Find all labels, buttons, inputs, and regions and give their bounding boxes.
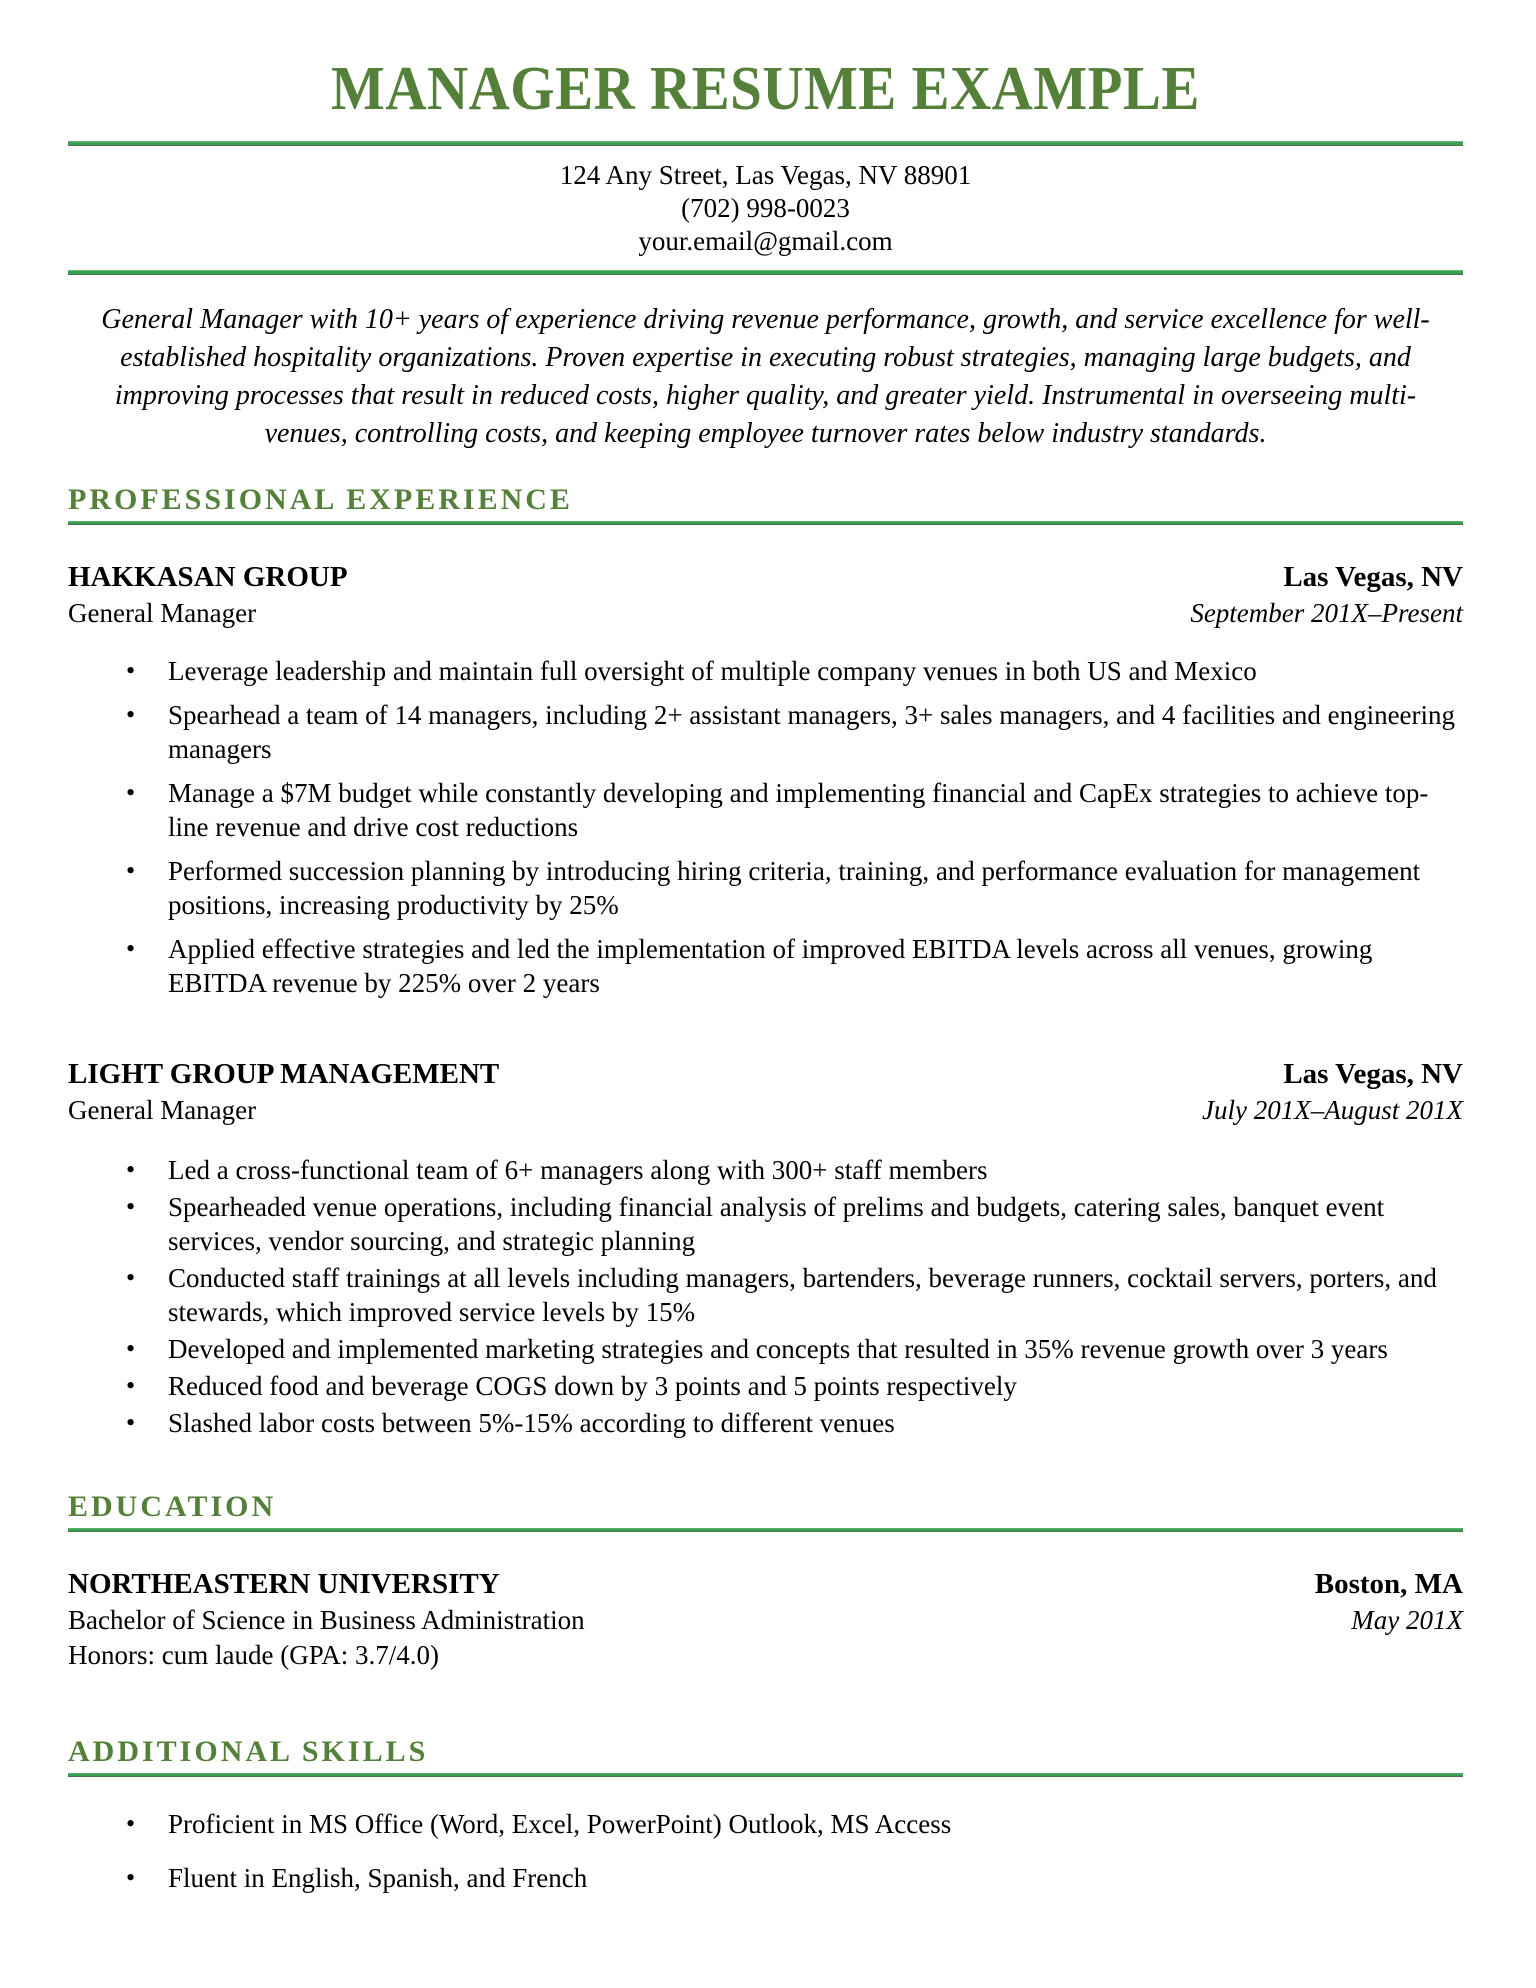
job-bullet: • Reduced food and beverage COGS down by 3 points and 5 points respectively <box>68 1369 1463 1403</box>
job-entry-light-group-management <box>68 1056 1463 1440</box>
education-section-heading: EDUCATION <box>68 1489 277 1523</box>
job-header <box>68 1056 1463 1128</box>
education-location: Boston, MA <box>1314 1567 1463 1600</box>
summary-line: General Manager with 10+ years of experience driving revenue performance, growth, and service excellence for well- <box>101 303 1430 335</box>
summary-line: venues, controlling costs, and keeping employee turnover rates below industry standards. <box>264 417 1267 449</box>
education-honors: Honors: cum laude (GPA: 3.7/4.0) <box>68 1639 439 1670</box>
experience-section-rule <box>68 521 1463 525</box>
education-degree: Bachelor of Science in Business Administration <box>68 1604 585 1635</box>
job-dates: July 201X–August 201X <box>1202 1094 1463 1125</box>
education-section-rule <box>68 1528 1463 1532</box>
education-entry-northeastern <box>68 1566 1463 1673</box>
section-education <box>68 1490 1463 1673</box>
job-company: LIGHT GROUP MANAGEMENT <box>68 1057 500 1090</box>
page-title: MANAGER RESUME EXAMPLE <box>331 55 1200 123</box>
section-professional-experience <box>68 483 1463 1440</box>
contact-email: your.email@gmail.com <box>638 225 893 256</box>
resume-header <box>68 56 1463 275</box>
skills-section-heading: ADDITIONAL SKILLS <box>68 1734 429 1768</box>
job-bullet: • Conducted staff trainings at all levels including managers, bartenders, beverage runners, cocktail servers, porters, and stewards, which improved service levels by 15% <box>68 1261 1463 1329</box>
section-additional-skills <box>68 1735 1463 1895</box>
job-bullet: • Performed succession planning by introducing hiring criteria, training, and performance evaluation for management positions, increasing productivity by 25% <box>68 854 1463 922</box>
job-location: Las Vegas, NV <box>1283 560 1463 593</box>
experience-section-heading: PROFESSIONAL EXPERIENCE <box>68 482 573 516</box>
job-role: General Manager <box>68 597 257 628</box>
contact-block <box>68 146 1463 270</box>
job-bullet: • Applied effective strategies and led the implementation of improved EBITDA levels across all venues, growing EBITDA revenue by 225% over 2 years <box>68 932 1463 1000</box>
skills-bullet-list <box>68 1807 1463 1895</box>
job-bullet-list <box>68 654 1463 1000</box>
contact-address: 124 Any Street, Las Vegas, NV 88901 <box>559 159 972 190</box>
job-bullet: • Spearhead a team of 14 managers, including 2+ assistant managers, 3+ sales managers, and 4 facilities and engineering managers <box>68 698 1463 766</box>
job-bullet: • Manage a $7M budget while constantly developing and implementing financial and CapEx strategies to achieve top-line revenue and drive cost reductions <box>68 776 1463 844</box>
job-location: Las Vegas, NV <box>1283 1057 1463 1090</box>
job-bullet-list <box>68 1153 1463 1440</box>
job-bullet: • Leverage leadership and maintain full oversight of multiple company venues in both US and Mexico <box>68 654 1463 688</box>
job-bullet: • Led a cross-functional team of 6+ managers along with 300+ staff members <box>68 1153 1463 1187</box>
job-dates: September 201X–Present <box>1190 597 1463 628</box>
job-entry-hakkasan-group <box>68 559 1463 1000</box>
job-bullet: • Spearheaded venue operations, including financial analysis of prelims and budgets, catering sales, banquet event services, vendor sourcing, and strategic planning <box>68 1190 1463 1258</box>
job-bullet: • Slashed labor costs between 5%-15% according to different venues <box>68 1406 1463 1440</box>
job-company: HAKKASAN GROUP <box>68 560 348 593</box>
skills-section-rule <box>68 1773 1463 1777</box>
header-rule-bottom <box>68 270 1463 275</box>
education-school: NORTHEASTERN UNIVERSITY <box>68 1567 500 1600</box>
contact-phone: (702) 998-0023 <box>681 192 850 223</box>
summary-line: improving processes that result in reduced costs, higher quality, and greater yield. Instrumental in overseeing multi- <box>114 379 1417 411</box>
job-role: General Manager <box>68 1094 257 1125</box>
skill-bullet: • Fluent in English, Spanish, and French <box>68 1861 1463 1895</box>
summary-paragraph <box>68 301 1463 453</box>
summary-line: established hospitality organizations. Proven expertise in executing robust strategies, managing large budgets, and <box>120 341 1411 373</box>
skill-bullet: • Proficient in MS Office (Word, Excel, PowerPoint) Outlook, MS Access <box>68 1807 1463 1841</box>
education-date: May 201X <box>1351 1604 1463 1635</box>
job-header <box>68 559 1463 631</box>
job-bullet: • Developed and implemented marketing strategies and concepts that resulted in 35% revenue growth over 3 years <box>68 1332 1463 1366</box>
